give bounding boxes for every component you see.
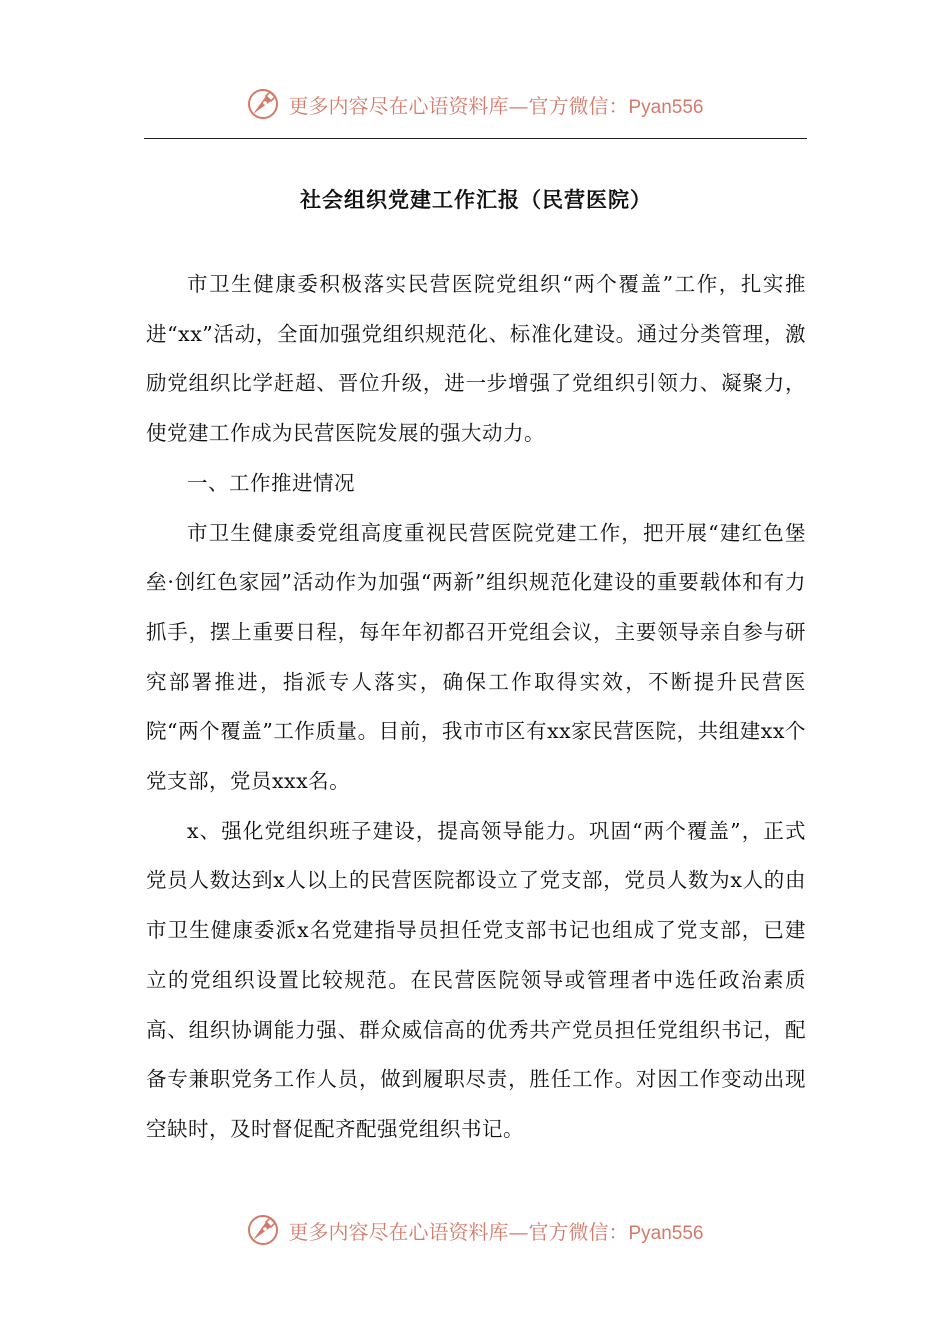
section-heading: 一、工作推进情况 — [187, 470, 355, 495]
header-banner-wechat-id: Pyan556 — [628, 96, 704, 118]
footer-banner-cn: 更多内容尽在心语资料库—官方微信： — [288, 1219, 629, 1244]
header-banner — [0, 84, 950, 124]
header-banner-cn: 更多内容尽在心语资料库—官方微信： — [288, 93, 629, 118]
paragraph-leadership: x、强化党组织班子建设，提高领导能力。巩固“两个覆盖”，正式党员人数达到x人以上的民营医院都设立了党支部，党员人数为x人的由市卫生健康委派x名党建指导员担任党支部书记也组成了党支部，已建立的党组织设置比较规范。在民营医院领导或管理者中选任政治素质高、组织协调能力强、群众威信高的优秀共产党员担任党组织书记，配备专兼职党务工作人员，做到履职尽责，胜任工作。对因工作变动出现空缺时，及时督促配齐配强党组织书记。 — [146, 818, 806, 1141]
header-banner-text — [288, 90, 703, 119]
footer-banner-wechat-id: Pyan556 — [628, 1222, 704, 1244]
header-divider — [144, 138, 807, 139]
paragraph-progress: 市卫生健康委党组高度重视民营医院党建工作，把开展“建红色堡垒·创红色家园”活动作为加强“两新”组织规范化建设的重要载体和有力抓手，摆上重要日程，每年年初都召开党组会议，主要领导亲自参与研究部署推进，指派专人落实，确保工作取得实效，不断提升民营医院“两个覆盖”工作质量。目前，我市市区有xx家民营医院，共组建xx个党支部，党员xxx名。 — [146, 520, 806, 794]
paragraph-intro: 市卫生健康委积极落实民营医院党组织“两个覆盖”工作，扎实推进“xx”活动，全面加强党组织规范化、标准化建设。通过分类管理，激励党组织比学赶超、晋位升级，进一步增强了党组织引领力、凝聚力，使党建工作成为民营医院发展的强大动力。 — [146, 272, 806, 446]
document-title: 社会组织党建工作汇报（民营医院） — [300, 188, 652, 212]
pen-nib-logo-icon — [246, 87, 280, 121]
footer-banner-text — [288, 1216, 703, 1245]
pen-nib-logo-icon — [246, 1213, 280, 1247]
document-body — [146, 180, 806, 1155]
footer-banner — [0, 1210, 950, 1250]
